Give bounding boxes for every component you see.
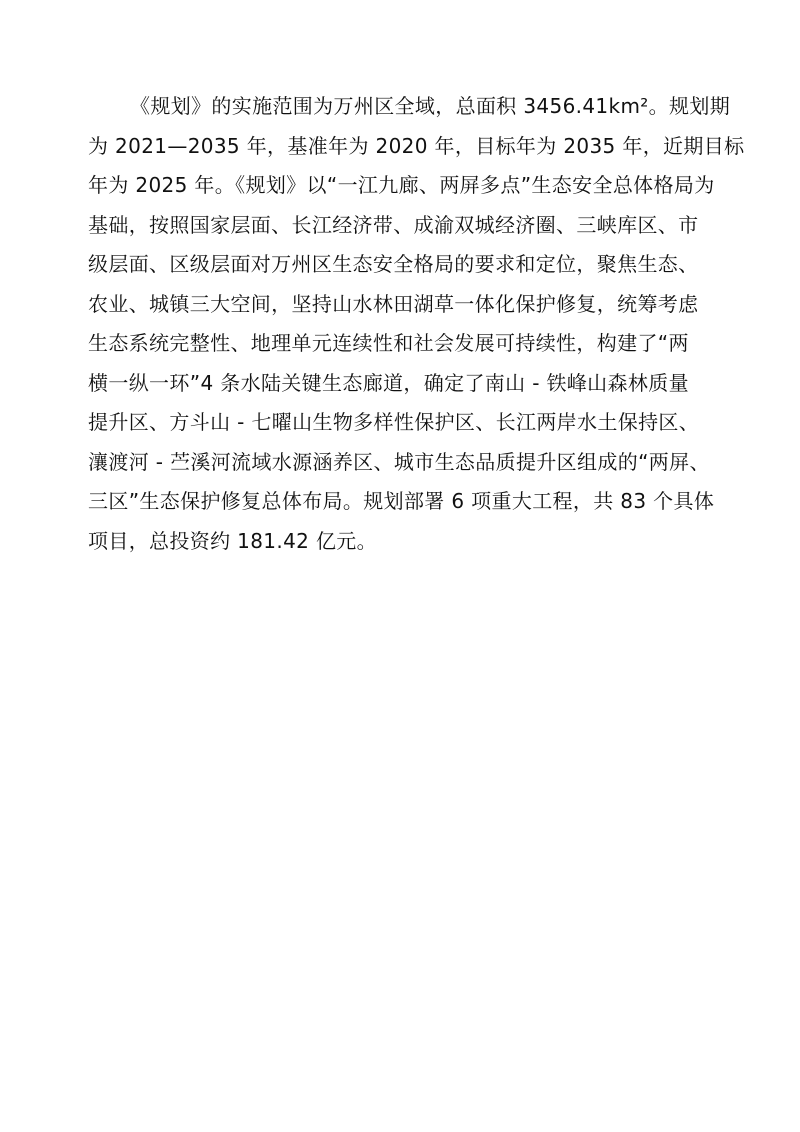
- paragraph-line: 三区”生态保护修复总体布局。规划部署 6 项重大工程，共 83 个具体: [88, 489, 715, 513]
- body-paragraph: [88, 87, 745, 561]
- paragraph-line: 年为 2025 年。《规划》以“一江九廊、两屏多点”生态安全总体格局为: [88, 173, 715, 197]
- paragraph-line: 基础，按照国家层面、长江经济带、成渝双城经济圈、三峡库区、市: [88, 212, 699, 237]
- paragraph-line: 级层面、区级层面对万州区生态安全格局的要求和定位，聚焦生态、: [88, 252, 699, 276]
- paragraph-line: 《规划》的实施范围为万州区全域，总面积 3456.41km²。规划期: [130, 94, 731, 118]
- paragraph-line: 提升区、方斗山 - 七曜山生物多样性保护区、长江两岸水土保持区、: [88, 410, 700, 434]
- paragraph-line: 瀼渡河 - 苎溪河流域水源涵养区、城市生态品质提升区组成的“两屏、: [88, 449, 710, 474]
- paragraph-line: 为 2021—2035 年，基准年为 2020 年，目标年为 2035 年，近期目标: [88, 133, 745, 158]
- paragraph-line: 农业、城镇三大空间，坚持山水林田湖草一体化保护修复，统筹考虑: [88, 291, 699, 316]
- paragraph-line: 项目，总投资约 181.42 亿元。: [88, 528, 377, 553]
- paragraph-line: 生态系统完整性、地理单元连续性和社会发展可持续性，构建了“两: [88, 331, 689, 355]
- paragraph-line: 横一纵一环”4 条水陆关键生态廊道，确定了南山 - 铁峰山森林质量: [88, 370, 689, 395]
